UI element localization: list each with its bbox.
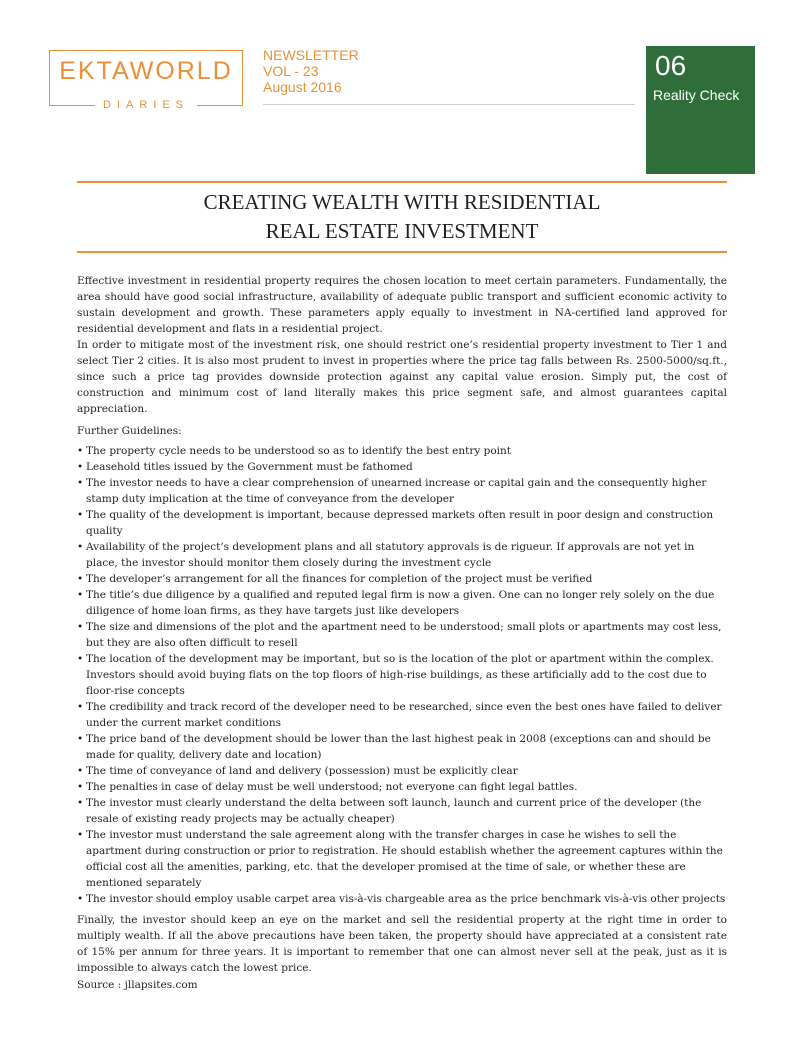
newsletter-volume: VOL - 23: [263, 63, 319, 79]
list-item: • The property cycle needs to be understood so as to identify the best entry point: [77, 443, 727, 459]
list-item: • The investor should employ usable carpet area vis-à-vis chargeable area as the price benchmark vis-à-vis other projects: [77, 891, 727, 907]
newsletter-label: NEWSLETTER: [263, 47, 359, 63]
intro-paragraph: Effective investment in residential property requires the chosen location to meet certain parameters. Fundamentally, the area should have good social infrastructure, availability of adequate public transport and sufficient economic activity to sustain development and growth. These parameters apply equally to investment in NA-certified land approved for residential development and flats in a residential project.: [77, 275, 727, 335]
list-item: • The location of the development may be important, but so is the location of the plot or apartment within the complex. Investors should avoid buying flats on the top floors of high-rise buildings, as these artificially add to the cost due to floor-rise concepts: [77, 651, 727, 699]
closing-paragraph: Finally, the investor should keep an eye on the market and sell the residential property at the right time in order to multiply wealth. If all the above precautions have been taken, the property should have appreciated at a consistent rate of 15% per annum for three years. It is important to remember that one can almost never sell at the peak, just as it is impossible to always catch the lowest price.: [77, 914, 727, 974]
guidelines-heading: Further Guidelines:: [77, 425, 182, 437]
list-item: • The title’s due diligence by a qualified and reputed legal firm is now a given. One can no longer rely solely on the due diligence of home loan firms, as they have targets just like developers: [77, 587, 727, 619]
list-item: • The investor must clearly understand the delta between soft launch, launch and current price of the developer (the resale of existing ready projects may be actually cheaper): [77, 795, 727, 827]
title-rule-bottom: [77, 251, 727, 253]
title-line-2: REAL ESTATE INVESTMENT: [265, 219, 539, 243]
list-item: • The developer’s arrangement for all the finances for completion of the project must be verified: [77, 571, 727, 587]
article-title: [77, 188, 727, 246]
newsletter-date: August 2016: [263, 79, 342, 95]
list-item: • The quality of the development is important, because depressed markets often result in poor design and construction quality: [77, 507, 727, 539]
list-item: • The credibility and track record of the developer need to be researched, since even the best ones have failed to deliver under the current market conditions: [77, 699, 727, 731]
title-rule-top: [77, 181, 727, 183]
article-body: [77, 273, 727, 976]
badge-label: Reality Check: [653, 87, 740, 103]
guidelines-list: [77, 443, 727, 907]
list-item: • The size and dimensions of the plot and the apartment need to be understood; small plots or apartments may cost less, but they are also often difficult to resell: [77, 619, 727, 651]
header-divider: [263, 104, 635, 105]
list-item: • The penalties in case of delay must be well understood; not everyone can fight legal battles.: [77, 779, 727, 795]
list-item: • Leasehold titles issued by the Government must be fathomed: [77, 459, 727, 475]
list-item: • The time of conveyance of land and delivery (possession) must be explicitly clear: [77, 763, 727, 779]
badge-number: 06: [655, 50, 687, 81]
ektaworld-logo: [49, 50, 243, 111]
newsletter-info: [263, 47, 383, 95]
title-line-1: CREATING WEALTH WITH RESIDENTIAL: [203, 190, 601, 214]
source-credit: Source : jllapsites.com: [77, 979, 198, 991]
list-item: • Availability of the project’s development plans and all statutory approvals is de rigueur. If approvals are not yet in place, the investor should monitor them closely during the investment cycle: [77, 539, 727, 571]
logo-wordmark: EKTAWORLD: [59, 57, 233, 85]
section-badge: [646, 46, 755, 174]
list-item: • The price band of the development should be lower than the last highest peak in 2008 (exceptions can and should be made for quality, delivery date and location): [77, 731, 727, 763]
list-item: • The investor needs to have a clear comprehension of unearned increase or capital gain and the consequently higher stamp duty implication at the time of conveyance from the developer: [77, 475, 727, 507]
list-item: • The investor must understand the sale agreement along with the transfer charges in case he wishes to sell the apartment during construction or prior to registration. He should establish whether the agreement captures within the official cost all the amenities, parking, etc. that the developer promised at the time of sale, or whether these are mentioned separately: [77, 827, 727, 891]
logo-subtitle: DIARIES: [95, 99, 197, 112]
risk-paragraph: In order to mitigate most of the investment risk, one should restrict one’s residential property investment to Tier 1 and select Tier 2 cities. It is also most prudent to invest in properties where the price tag falls between Rs. 2500-5000/sq.ft., since such a price tag provides downside protection against any capital value erosion. Simply put, the cost of construction and minimum cost of land literally makes this price segment safe, and almost guarantees capital appreciation.: [77, 339, 727, 415]
